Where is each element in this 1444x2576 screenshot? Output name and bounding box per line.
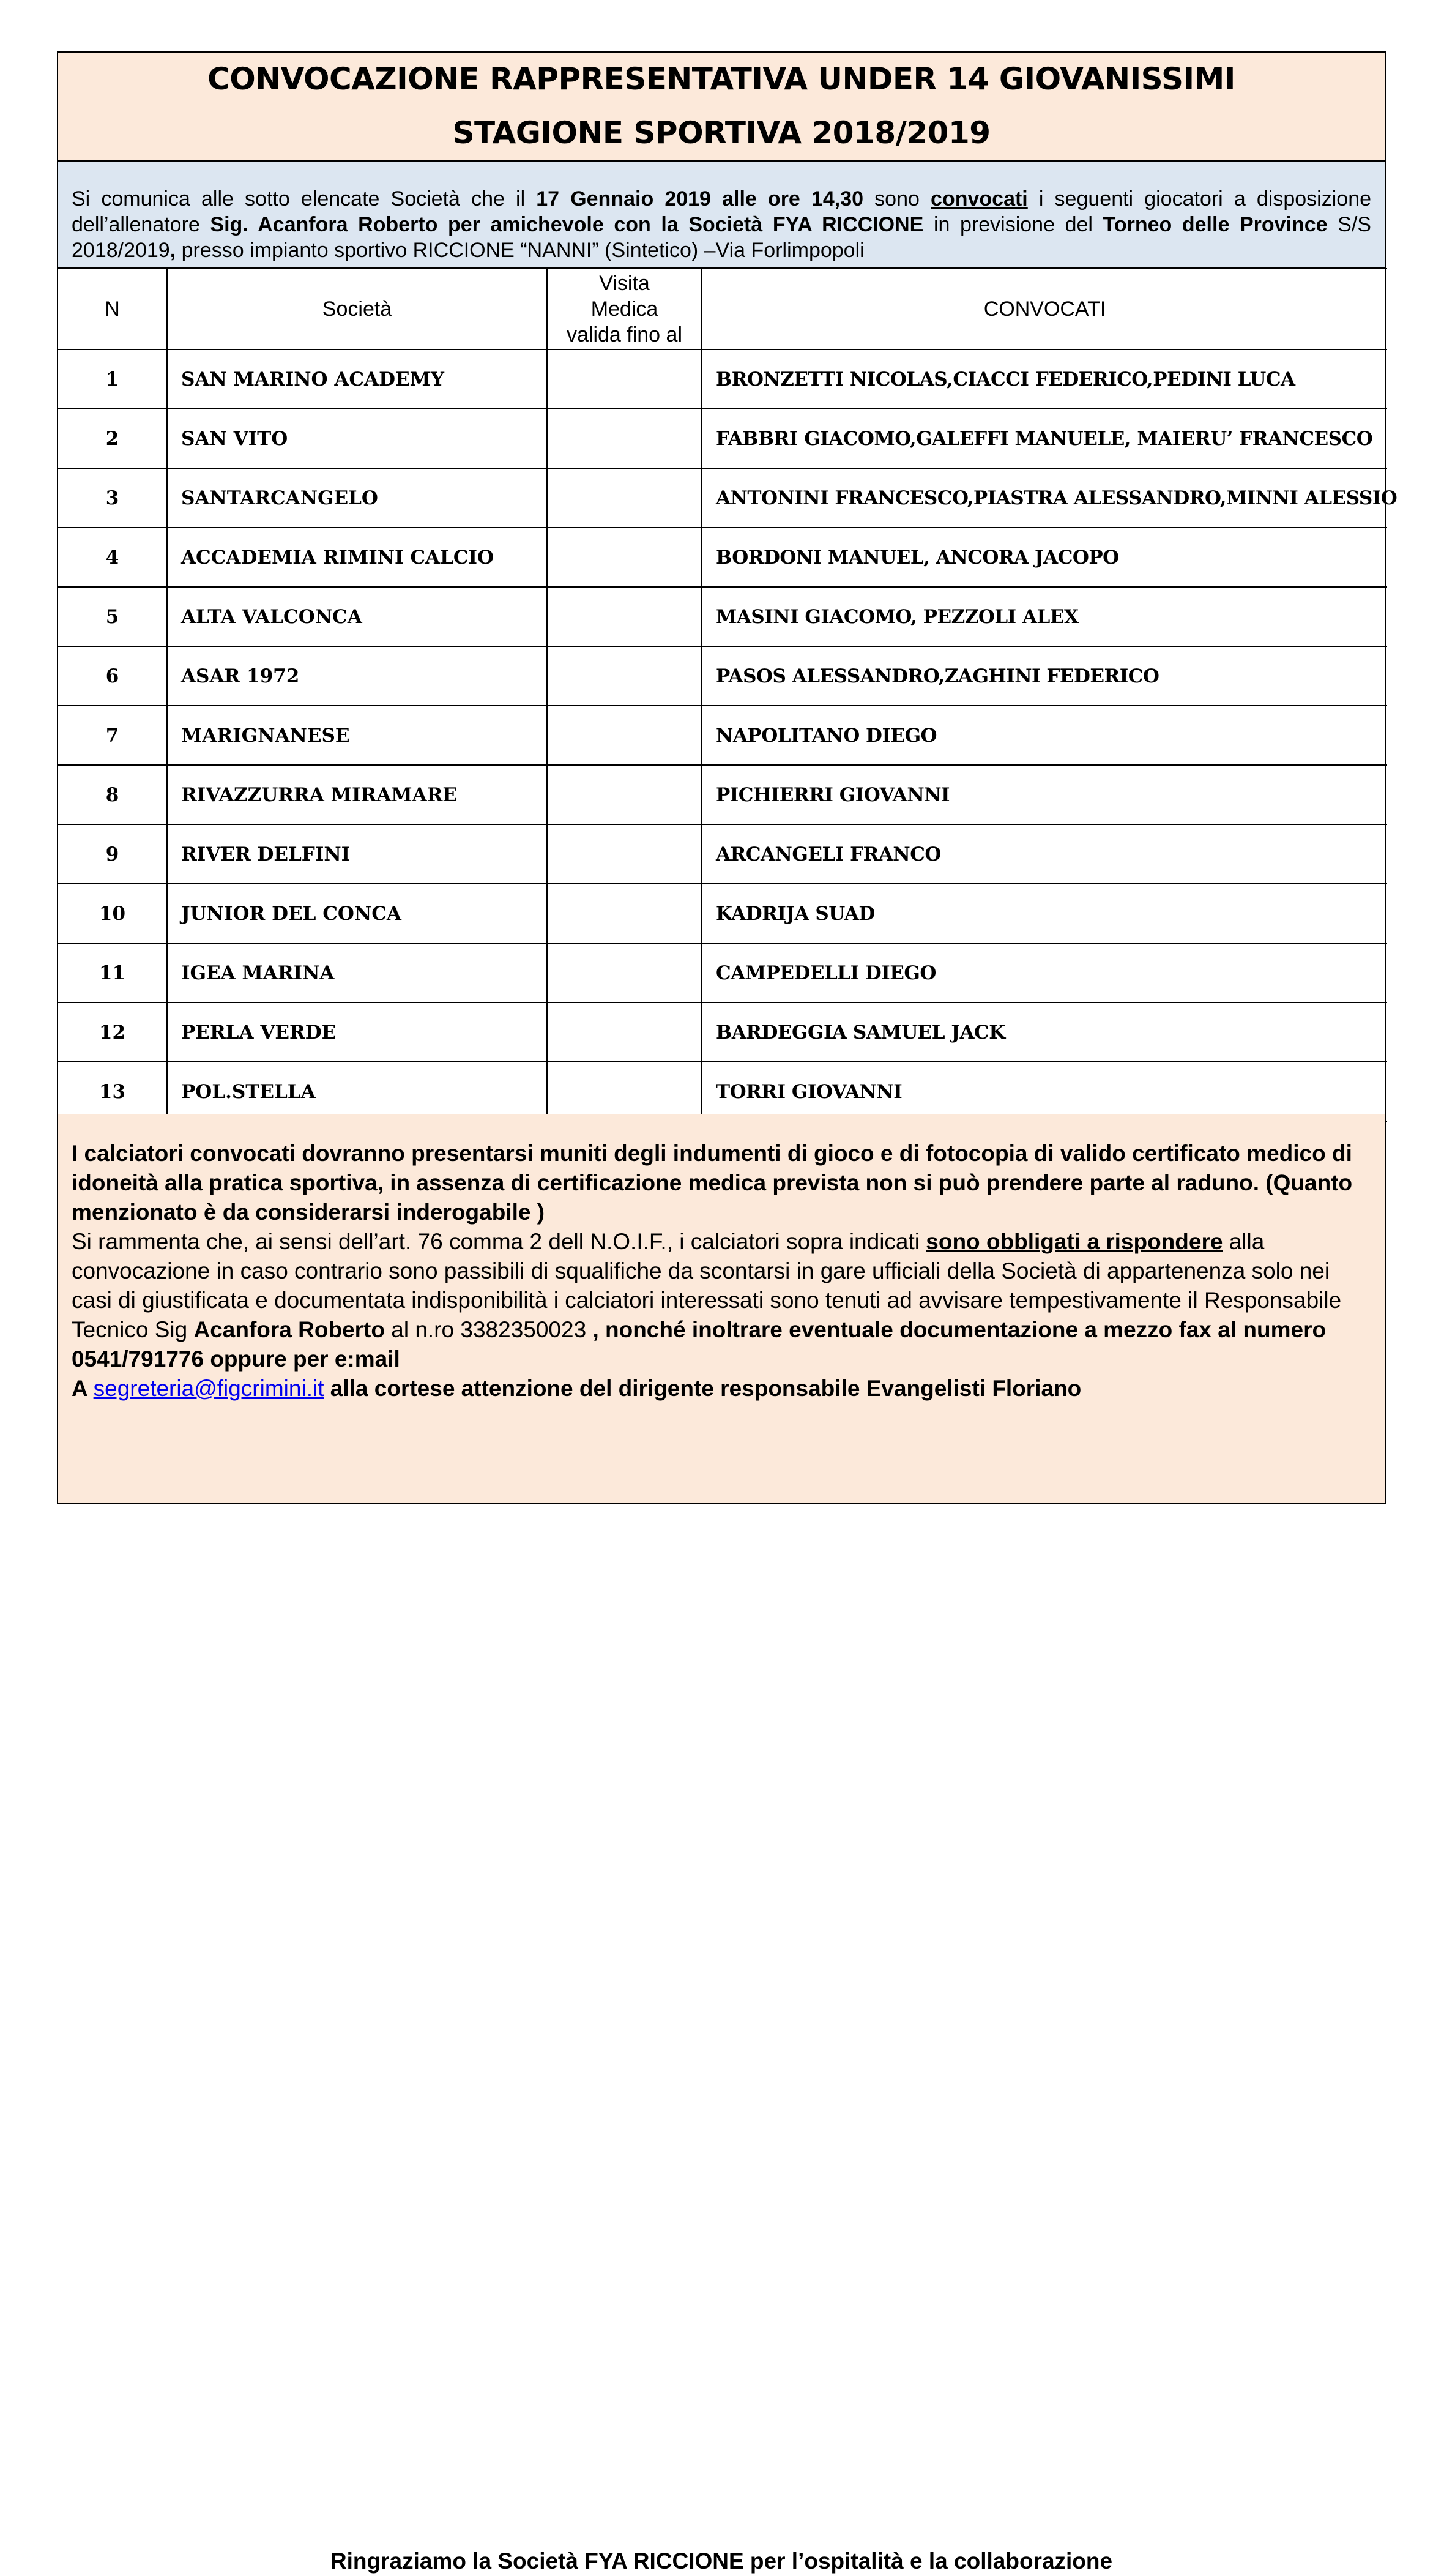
row-convocati: BARDEGGIA SAMUEL JACK: [702, 1002, 1387, 1062]
email-suffix: alla cortese attenzione del dirigente responsabile Evangelisti Floriano: [324, 1376, 1082, 1401]
intro-text: sono: [863, 187, 931, 211]
row-number: 3: [58, 468, 167, 528]
table-row: [58, 587, 1387, 646]
row-convocati: KADRIJA SUAD: [702, 884, 1387, 943]
requirements-text: I calciatori convocati dovranno presentarsi muniti degli indumenti di gioco e di fotocopia di valido certificato medico di idoneità alla pratica sportiva, in assenza di certificazione medica prevista non si può prendere parte al raduno. (Quanto menzionato è da considerarsi inderogabile ): [72, 1141, 1353, 1225]
fax-text: , nonché inoltrare eventuale documentazione a mezzo fax al numero 0541/791776 oppure per e:mail: [72, 1317, 1327, 1372]
row-convocati: ARCANGELI FRANCO: [702, 824, 1387, 884]
phone-text: al n.ro 3382350023: [384, 1317, 593, 1342]
intro-torneo: Torneo delle Province: [1103, 213, 1328, 236]
convocation-document: [57, 51, 1397, 2574]
table-row: [58, 824, 1387, 884]
row-convocati: BORDONI MANUEL, ANCORA JACOPO: [702, 528, 1387, 587]
email-link[interactable]: segreteria@figcrimini.it: [93, 1376, 324, 1401]
table-row: [58, 349, 1387, 409]
row-convocati: BRONZETTI NICOLAS,CIACCI FEDERICO,PEDINI LUCA: [702, 349, 1387, 409]
row-visita-medica: [547, 409, 702, 468]
row-number: 12: [58, 1002, 167, 1062]
row-visita-medica: [547, 528, 702, 587]
row-convocati: CAMPEDELLI DIEGO: [702, 943, 1387, 1002]
footer-notes: [58, 1114, 1385, 2574]
title-box: [58, 53, 1385, 162]
row-societa: SANTARCANGELO: [167, 468, 547, 528]
row-visita-medica: [547, 646, 702, 706]
intro-text: in previsione del: [923, 213, 1103, 236]
row-number: 7: [58, 706, 167, 765]
convocati-table: [58, 268, 1397, 1122]
intro-text: S/S 2018/2019: [72, 213, 1371, 262]
row-convocati: PASOS ALESSANDRO,ZAGHINI FEDERICO: [702, 646, 1387, 706]
row-societa: IGEA MARINA: [167, 943, 547, 1002]
header-convocati: CONVOCATI: [702, 269, 1387, 349]
row-number: 5: [58, 587, 167, 646]
row-number: 9: [58, 824, 167, 884]
row-visita-medica: [547, 1062, 702, 1121]
header-n: N: [58, 269, 167, 349]
table-row: [58, 765, 1387, 824]
row-societa: PERLA VERDE: [167, 1002, 547, 1062]
table-row: [58, 1062, 1387, 1121]
document-title: CONVOCAZIONE RAPPRESENTATIVA UNDER 14 GIOVANISSIMI: [207, 61, 1235, 97]
footer-paragraph-email: [72, 1374, 1371, 1403]
row-visita-medica: [547, 943, 702, 1002]
intro-convocati: convocati: [931, 187, 1028, 211]
row-visita-medica: [547, 587, 702, 646]
row-visita-medica: [547, 765, 702, 824]
row-convocati: NAPOLITANO DIEGO: [702, 706, 1387, 765]
row-societa: MARIGNANESE: [167, 706, 547, 765]
table-row: [58, 468, 1387, 528]
document-subtitle: STAGIONE SPORTIVA 2018/2019: [452, 115, 991, 151]
row-societa: ALTA VALCONCA: [167, 587, 547, 646]
intro-text: Si comunica alle sotto elencate Società che il: [72, 187, 537, 211]
footer-paragraph-obligations: [72, 1227, 1371, 1374]
responsible-name: Acanfora Roberto: [193, 1317, 385, 1342]
row-number: 4: [58, 528, 167, 587]
row-societa: RIVAZZURRA MIRAMARE: [167, 765, 547, 824]
row-societa: RIVER DELFINI: [167, 824, 547, 884]
table-body: [58, 349, 1397, 1121]
header-visita-medica: [547, 269, 702, 349]
intro-date-time: 17 Gennaio 2019 alle ore 14,30: [536, 187, 864, 211]
row-number: 10: [58, 884, 167, 943]
row-societa: ACCADEMIA RIMINI CALCIO: [167, 528, 547, 587]
table-row: [58, 1002, 1387, 1062]
intro-text: presso impianto sportivo RICCIONE “NANNI” (Sintetico) –Via Forlimpopoli: [176, 239, 865, 262]
intro-coach: Sig. Acanfora Roberto per amichevole con la Società FYA RICCIONE: [210, 213, 924, 236]
table-row: [58, 884, 1387, 943]
row-convocati: FABBRI GIACOMO,GALEFFI MANUELE, MAIERU’ FRANCESCO: [702, 409, 1387, 468]
row-societa: ASAR 1972: [167, 646, 547, 706]
row-number: 1: [58, 349, 167, 409]
table-row: [58, 706, 1387, 765]
intro-text: i seguenti giocatori a disposizione dell’allenatore: [72, 187, 1372, 236]
row-societa: JUNIOR DEL CONCA: [167, 884, 547, 943]
row-visita-medica: [547, 706, 702, 765]
email-prefix: A: [72, 1376, 94, 1401]
row-convocati: ANTONINI FRANCESCO,PIASTRA ALESSANDRO,MINNI ALESSIO: [702, 468, 1387, 528]
table-row: [58, 646, 1387, 706]
row-societa: SAN MARINO ACADEMY: [167, 349, 547, 409]
row-convocati: TORRI GIOVANNI: [702, 1062, 1387, 1121]
header-visita-line: valida fino al: [566, 323, 682, 346]
row-number: 8: [58, 765, 167, 824]
table-row: [58, 528, 1387, 587]
obligations-text: alla convocazione in caso contrario sono passibili di squalifiche da scontarsi in gare ufficiali della Società di appartenenza solo nei casi di giustificata e documentata indisponibilità i calciatori interessati sono tenuti ad avvisare tempestivamente il Responsabile Tecnico Sig: [72, 1229, 1342, 1342]
footer-paragraph-requirements: [72, 1139, 1371, 1227]
row-convocati: PICHIERRI GIOVANNI: [702, 765, 1387, 824]
row-convocati: MASINI GIACOMO, PEZZOLI ALEX: [702, 587, 1387, 646]
row-number: 6: [58, 646, 167, 706]
row-visita-medica: [547, 349, 702, 409]
intro-comma: ,: [169, 239, 176, 262]
table-row: [58, 409, 1387, 468]
obligations-text: Si rammenta che, ai sensi dell’art. 76 comma 2 dell N.O.I.F., i calciatori sopra indicati: [72, 1229, 926, 1254]
table-header-row: [58, 269, 1387, 349]
thanks-line: Ringraziamo la Società FYA RICCIONE per l’ospitalità e la collaborazione: [330, 2548, 1113, 2574]
row-visita-medica: [547, 824, 702, 884]
obligations-emphasis: sono obbligati a rispondere: [926, 1229, 1223, 1254]
row-societa: SAN VITO: [167, 409, 547, 468]
header-societa: Società: [167, 269, 547, 349]
row-visita-medica: [547, 1002, 702, 1062]
row-visita-medica: [547, 468, 702, 528]
header-visita-line: Visita: [599, 272, 650, 295]
header-visita-line: Medica: [590, 297, 658, 321]
row-number: 11: [58, 943, 167, 1002]
row-number: 2: [58, 409, 167, 468]
row-number: 13: [58, 1062, 167, 1121]
row-societa: POL.STELLA: [167, 1062, 547, 1121]
intro-paragraph: [58, 162, 1385, 268]
row-visita-medica: [547, 884, 702, 943]
table-row: [58, 943, 1387, 1002]
